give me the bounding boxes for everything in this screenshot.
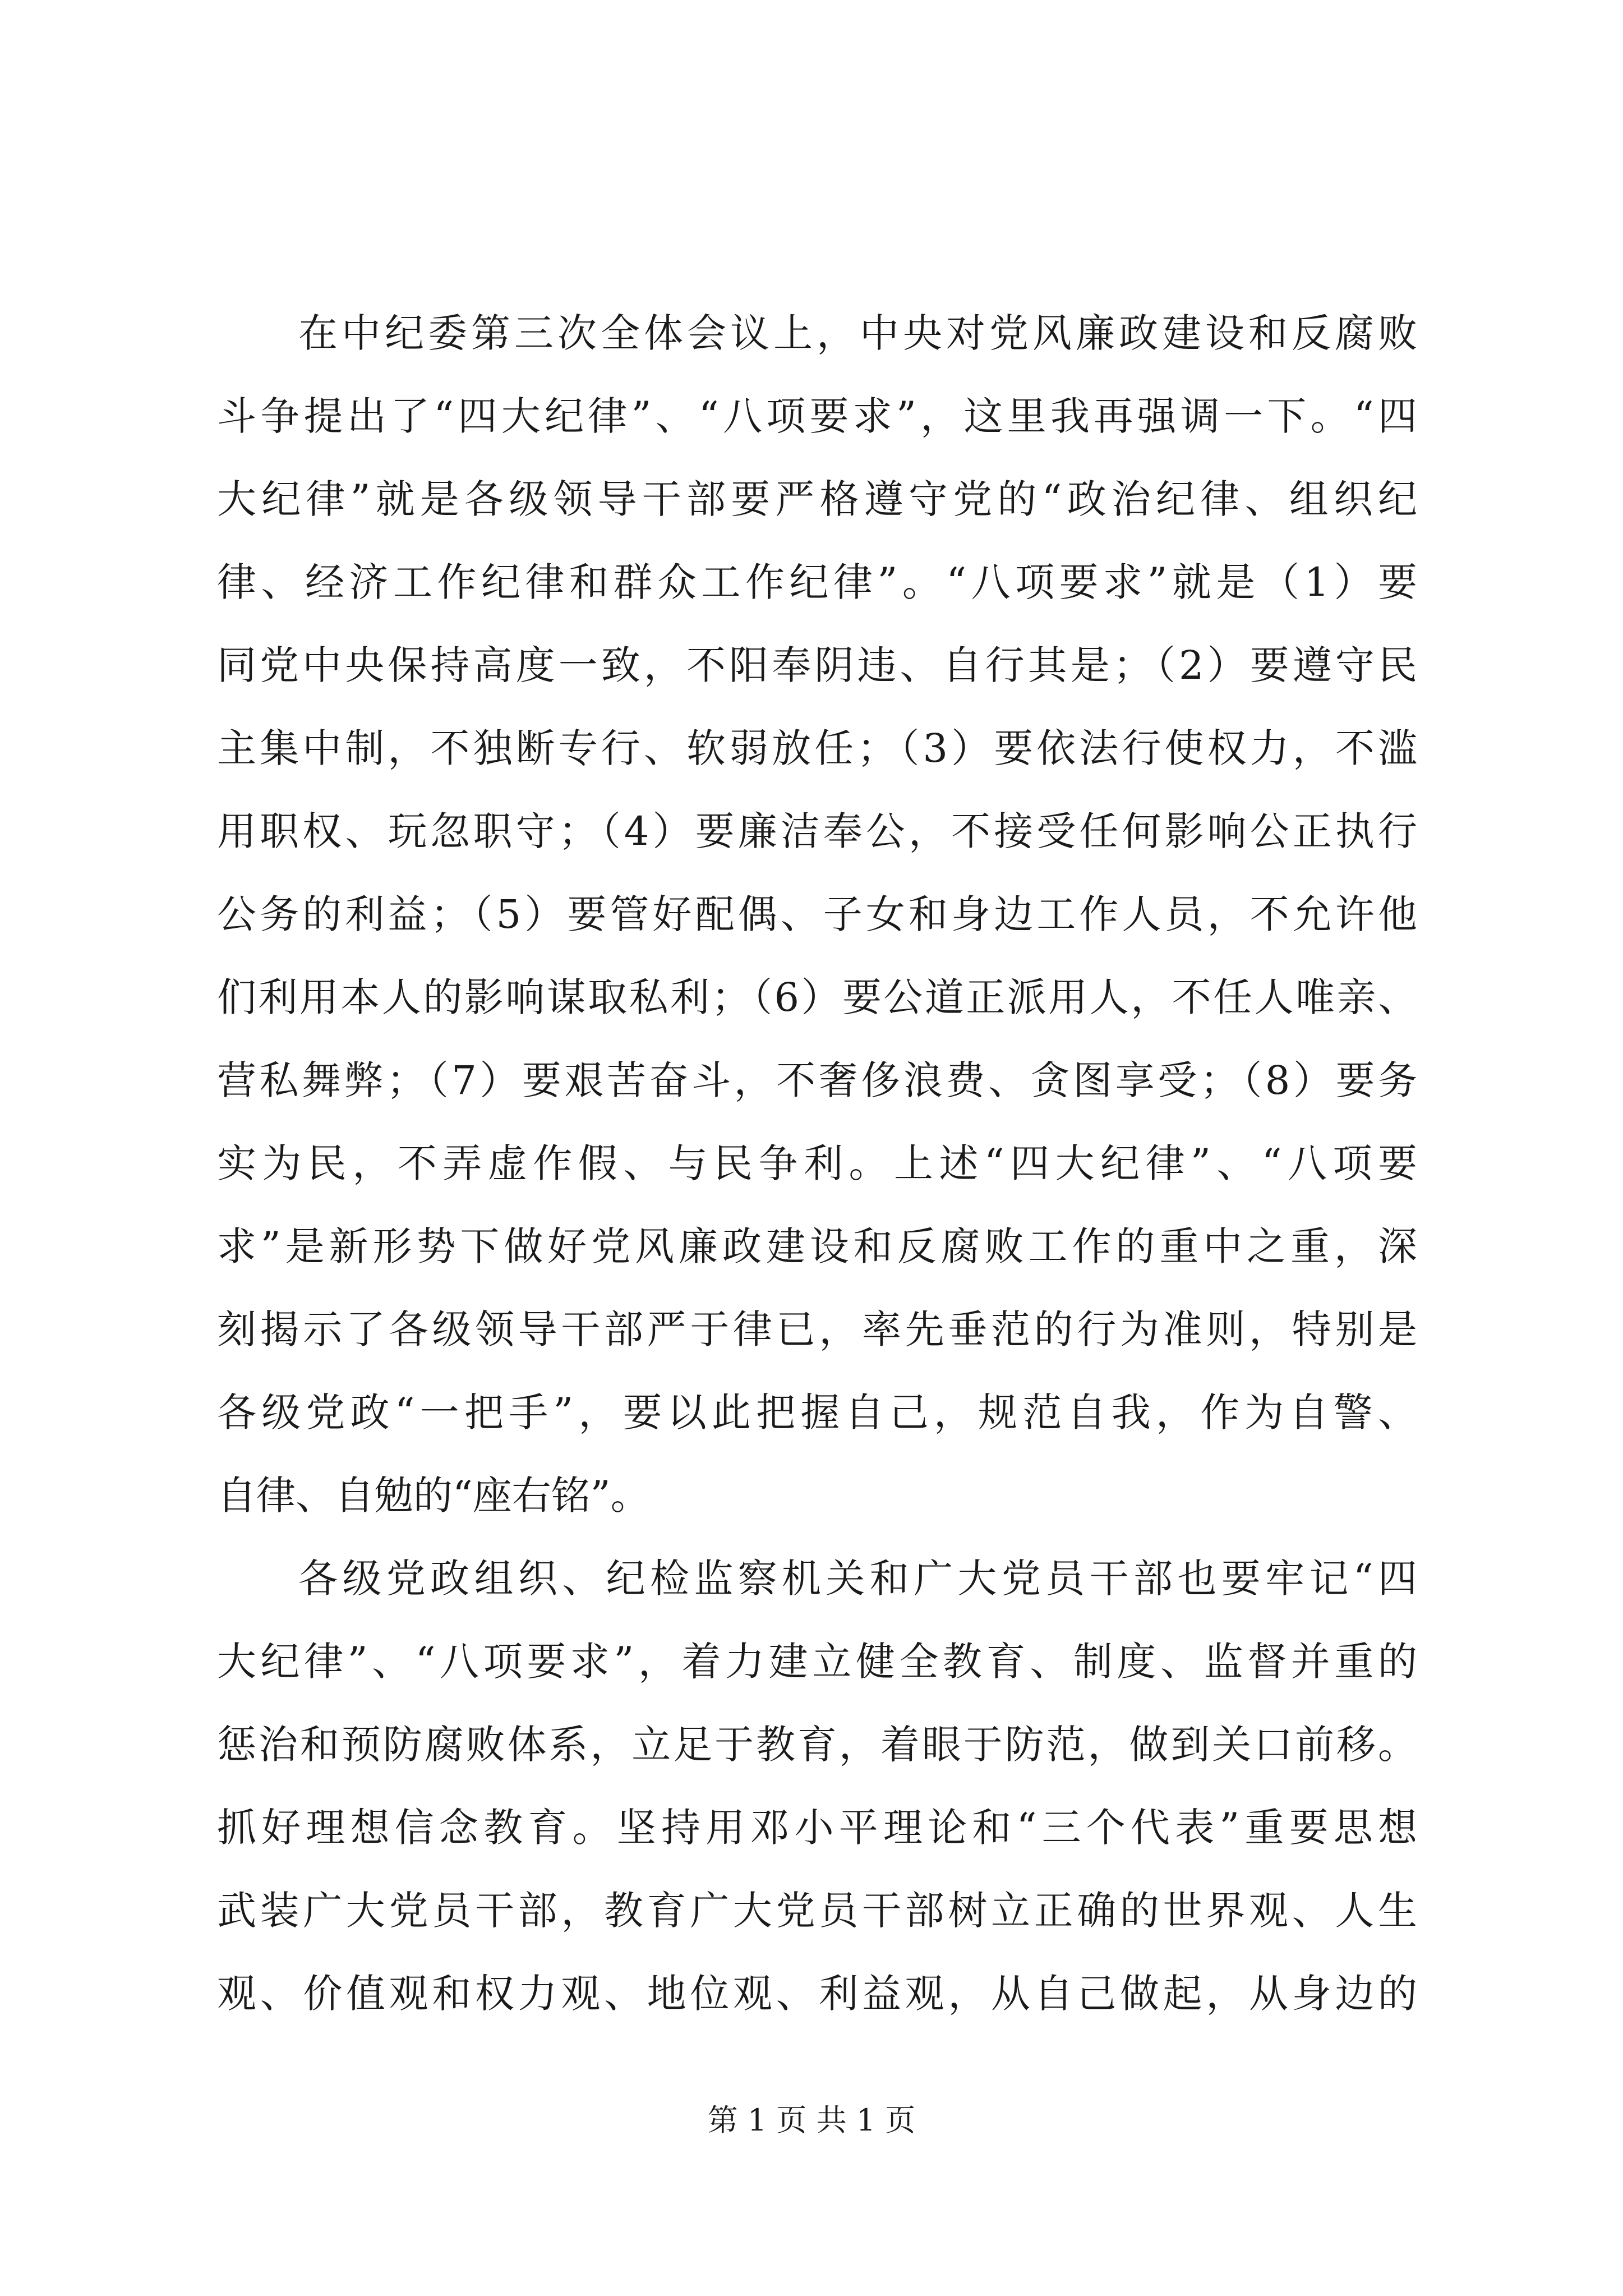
paragraph-1-line-2: 斗争提出了“四大纪律”、“八项要求”，这里我再强调一下。“四 <box>217 393 1417 439</box>
paragraph-1-line-13: 刻揭示了各级领导干部严于律已，率先垂范的行为准则，特别是 <box>217 1306 1417 1352</box>
paragraph-2-line-6: 观、价值观和权力观、地位观、利益观，从自己做起，从身边的 <box>217 1971 1417 2017</box>
paragraph-2-line-1: 各级党政组织、纪检监察机关和广大党员干部也要牢记“四 <box>298 1556 1417 1602</box>
paragraph-1-line-7: 用职权、玩忽职守；（4）要廉洁奉公，不接受任何影响公正执行 <box>217 808 1417 854</box>
paragraph-1-line-4: 律、经济工作纪律和群众工作纪律”。“八项要求”就是（1）要 <box>217 559 1417 605</box>
paragraph-1-line-8: 公务的利益；（5）要管好配偶、子女和身边工作人员，不允许他 <box>217 891 1417 937</box>
page-number-footer: 第 1 页 共 1 页 <box>707 2102 916 2138</box>
paragraph-1-line-1: 在中纪委第三次全体会议上，中央对党风廉政建设和反腐败 <box>298 310 1417 356</box>
document-body <box>217 292 1417 2035</box>
paragraph-1-line-3: 大纪律”就是各级领导干部要严格遵守党的“政治纪律、组织纪 <box>217 476 1417 522</box>
paragraph-1-line-6: 主集中制，不独断专行、软弱放任；（3）要依法行使权力，不滥 <box>217 725 1417 771</box>
paragraph-1-line-10: 营私舞弊；（7）要艰苦奋斗，不奢侈浪费、贪图享受；（8）要务 <box>217 1057 1417 1103</box>
paragraph-1-line-15: 自律、自勉的“座右铭”。 <box>217 1473 650 1519</box>
paragraph-2-line-4: 抓好理想信念教育。坚持用邓小平理论和“三个代表”重要思想 <box>217 1805 1417 1851</box>
paragraph-1-line-11: 实为民，不弄虚作假、与民争利。上述“四大纪律”、“八项要 <box>217 1140 1417 1186</box>
paragraph-1-line-9: 们利用本人的影响谋取私利；（6）要公道正派用人，不任人唯亲、 <box>217 974 1417 1020</box>
paragraph-2-line-3: 惩治和预防腐败体系，立足于教育，着眼于防范，做到关口前移。 <box>217 1722 1417 1768</box>
paragraph-1-line-5: 同党中央保持高度一致，不阳奉阴违、自行其是；（2）要遵守民 <box>217 642 1417 688</box>
paragraph-1-line-12: 求”是新形势下做好党风廉政建设和反腐败工作的重中之重，深 <box>217 1223 1417 1269</box>
paragraph-1-line-14: 各级党政“一把手”，要以此把握自己，规范自我，作为自警、 <box>217 1389 1417 1435</box>
paragraph-2-line-5: 武装广大党员干部，教育广大党员干部树立正确的世界观、人生 <box>217 1888 1417 1934</box>
paragraph-2-line-2: 大纪律”、“八项要求”，着力建立健全教育、制度、监督并重的 <box>217 1639 1417 1685</box>
